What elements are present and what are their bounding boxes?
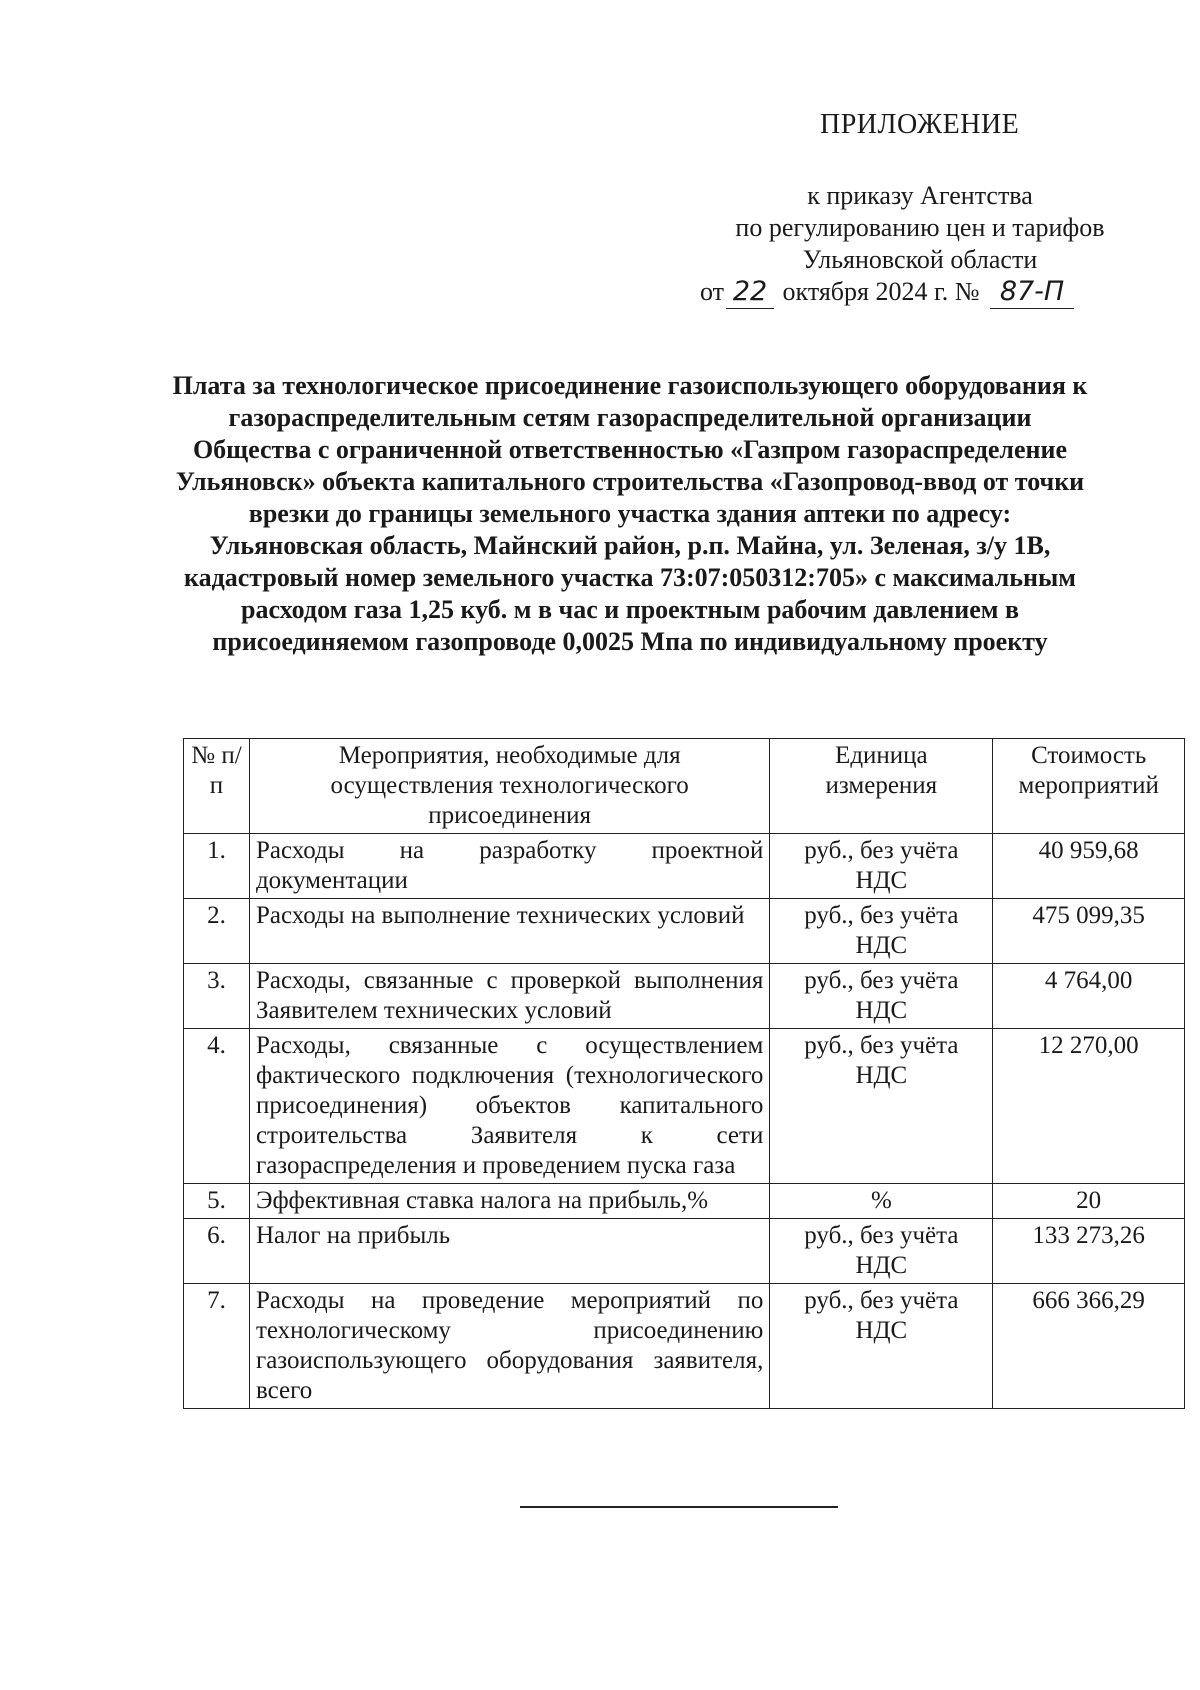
document-title: Плата за технологическое присоединение газоиспользующего оборудования к газораспределительным сетям газораспределительной организации Общества с ограниченной ответственностью «Газпром газораспределение Ульяновск» объекта капитального строительства «Газопровод-ввод от точки врезки до границы земельного участка здания аптеки по адресу: Ульяновская область, Майнский район, р.п. Майна, ул. Зеленая, з/у 1В, кадастровый номер земельного участка 73:07:050312:705» с максимальным расходом газа 1,25 куб. м в час и проектным рабочим давлением в присоединяемом газопроводе 0,0025 Мпа по индивидуальному проекту (172, 371, 1088, 656)
row-activity: Эффективная ставка налога на прибыль,% (249, 1184, 769, 1219)
fee-table (183, 738, 1185, 1409)
row-unit: руб., без учёта НДС (770, 964, 993, 1029)
row-num: 7. (184, 1284, 250, 1409)
table-row (184, 899, 1185, 964)
closing-rule (520, 1506, 838, 1508)
table-row (184, 1284, 1185, 1409)
row-activity: Расходы на выполнение технических условий (249, 899, 769, 964)
header-cost: Стоимость мероприятий (993, 739, 1185, 834)
order-date-line (700, 276, 1170, 309)
table-row (184, 1219, 1185, 1284)
row-cost: 12 270,00 (993, 1029, 1185, 1184)
order-reference-line-1: к приказу Агентства (807, 181, 1033, 210)
row-activity: Налог на прибыль (249, 1219, 769, 1284)
table-row (184, 964, 1185, 1029)
row-unit: руб., без учёта НДС (770, 1219, 993, 1284)
date-prefix: от (700, 277, 725, 306)
header-num: № п/п (184, 739, 250, 834)
row-unit: руб., без учёта НДС (770, 1029, 993, 1184)
row-activity: Расходы, связанные с проверкой выполнения Заявителем технических условий (249, 964, 769, 1029)
row-cost: 40 959,68 (993, 834, 1185, 899)
row-unit: % (770, 1184, 993, 1219)
row-num: 5. (184, 1184, 250, 1219)
row-cost: 475 099,35 (993, 899, 1185, 964)
table-row (184, 1029, 1185, 1184)
row-cost: 4 764,00 (993, 964, 1185, 1029)
table-header-row (184, 739, 1185, 834)
row-activity: Расходы, связанные с осуществлением фактического подключения (технологического присоединения) объектов капитального строительства Заявителя к сети газораспределения и проведением пуска газа (249, 1029, 769, 1184)
row-num: 2. (184, 899, 250, 964)
row-unit: руб., без учёта НДС (770, 1284, 993, 1409)
row-activity: Расходы на разработку проектной документации (249, 834, 769, 899)
row-num: 1. (184, 834, 250, 899)
handwritten-day: 22 (726, 276, 774, 309)
order-reference-line-3: Ульяновской области (802, 245, 1038, 274)
date-month-year: октября 2024 г. № (782, 277, 980, 306)
header-activity: Мероприятия, необходимые для осуществления технологического присоединения (249, 739, 769, 834)
row-unit: руб., без учёта НДС (770, 899, 993, 964)
row-unit: руб., без учёта НДС (770, 834, 993, 899)
row-cost: 133 273,26 (993, 1219, 1185, 1284)
table-row (184, 834, 1185, 899)
header-unit: Единица измерения (770, 739, 993, 834)
row-num: 6. (184, 1219, 250, 1284)
table-row (184, 1184, 1185, 1219)
row-cost: 20 (993, 1184, 1185, 1219)
row-num: 3. (184, 964, 250, 1029)
row-activity: Расходы на проведение мероприятий по технологическому присоединению газоиспользующего оборудования заявителя, всего (249, 1284, 769, 1409)
order-reference-line-2: по регулированию цен и тарифов (735, 213, 1105, 242)
handwritten-order-number: 87-П (990, 276, 1074, 309)
appendix-label: ПРИЛОЖЕНИЕ (820, 109, 1020, 140)
row-num: 4. (184, 1029, 250, 1184)
row-cost: 666 366,29 (993, 1284, 1185, 1409)
